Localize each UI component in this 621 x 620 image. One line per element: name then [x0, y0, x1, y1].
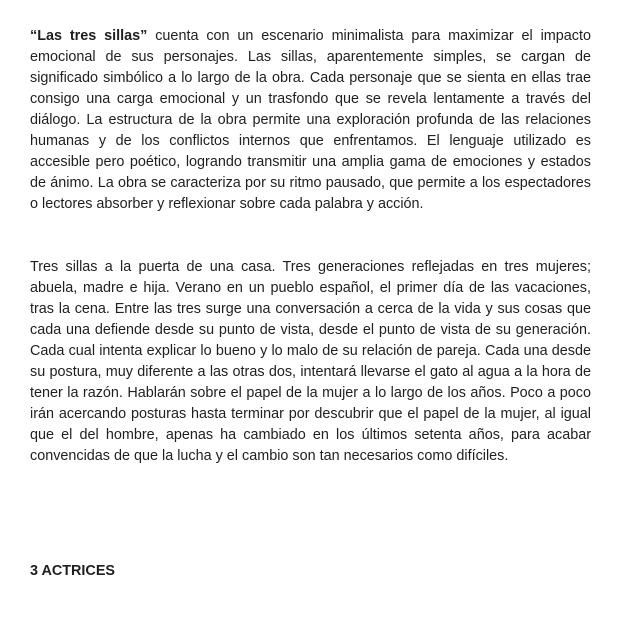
play-title-quote: “Las tres sillas” [30, 28, 148, 44]
document-body [30, 26, 591, 467]
synopsis-paragraph: Tres sillas a la puerta de una casa. Tres generaciones reflejadas en tres mujeres; abuela, madre e hija. Verano en un pueblo español, el primer día de las vacaciones, tras la cena. Entre las tres surge una conversación a cerca de la vida y sus cosas que cada una defiende desde su punto de vista, desde el punto de vista de su generación. Cada cual intenta explicar lo bueno y lo malo de su relación de pareja. Cada una desde su postura, muy diferente a las otras dos, intentará llevarse el gato al agua a la hora de tener la razón. Hablarán sobre el papel de la mujer a lo largo de los años. Poco a poco irán acercando posturas hasta terminar por descubrir que el papel de la mujer, al igual que el del hombre, apenas ha cambiado en los últimos setenta años, para acabar convencidas de que la lucha y el cambio son tan necesarios como difíciles. [30, 259, 591, 464]
intro-text: cuenta con un escenario minimalista para maximizar el impacto emocional de sus personajes. Las sillas, aparentemente simples, se cargan de significado simbólico a lo largo de la obra. Cada personaje que se sienta en ellas trae consigo una carga emocional y un trasfondo que se revela lentamente a través del diálogo. La estructura de la obra permite una exploración profunda de las relaciones humanas y de los conflictos internos que enfrentamos. El lenguaje utilizado es accesible pero poético, logrando transmitir una amplia gama de emociones y estados de ánimo. La obra se caracteriza por su ritmo pausado, que permite a los espectadores o lectores absorber y reflexionar sobre cada palabra y acción. [30, 28, 591, 212]
cast-heading: 3 ACTRICES [30, 563, 116, 579]
intro-paragraph [30, 26, 591, 215]
